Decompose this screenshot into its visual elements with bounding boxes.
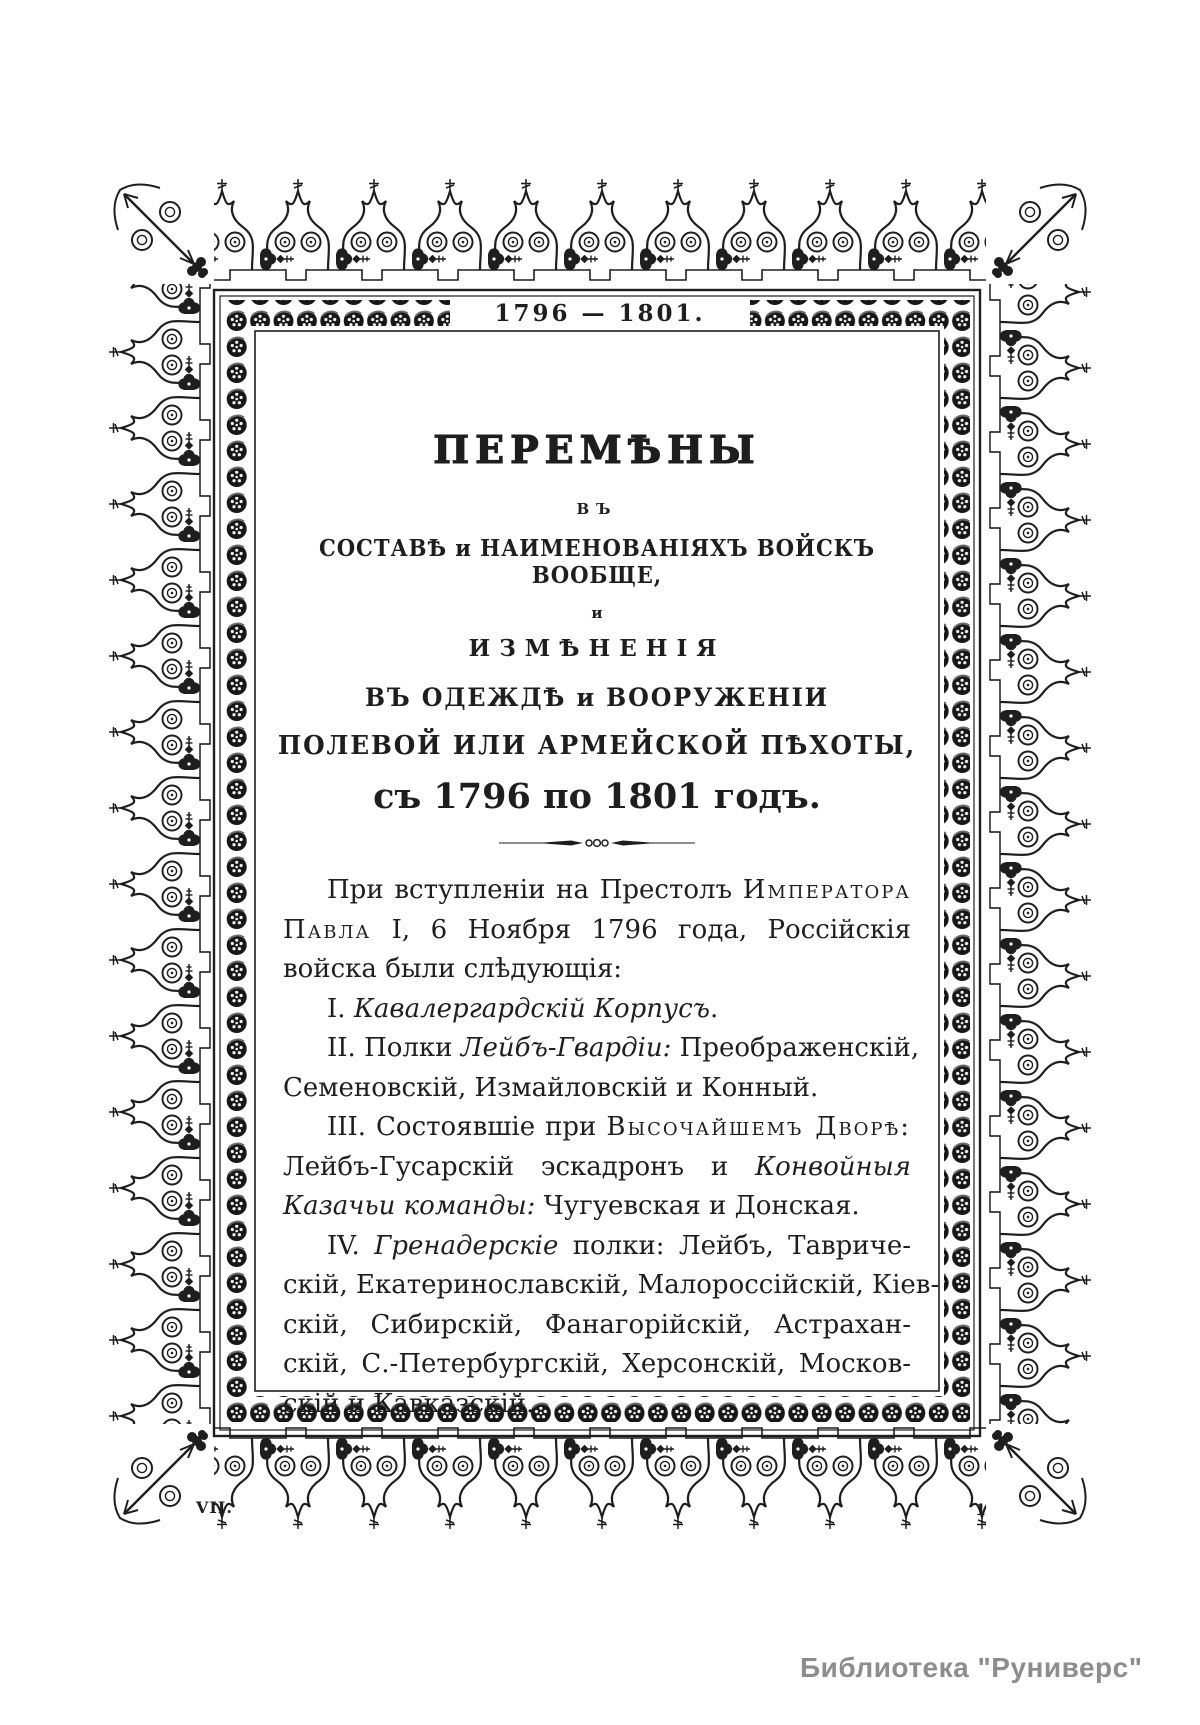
library-watermark: Библиотека "Руниверс" — [800, 1652, 1143, 1683]
text-run: полки: Лейбъ, Тавриче- — [558, 1230, 911, 1261]
body-line — [283, 950, 911, 990]
body-line — [283, 1148, 911, 1188]
border-band-top — [108, 178, 1092, 284]
body-line — [283, 1306, 911, 1346]
text-run: IV. — [327, 1230, 375, 1261]
body-line — [283, 1385, 911, 1425]
text-run-smallcaps: Павла — [283, 914, 372, 945]
text-run: Чугуевская и Донская. — [535, 1191, 860, 1221]
years-label: 1796 — 1801. — [494, 299, 706, 327]
text-run: скій, Сибирскій, Фанагорійскій, Астрахан- — [283, 1309, 911, 1340]
body-text — [283, 871, 940, 1424]
body-line — [283, 1345, 911, 1385]
body-line — [283, 1266, 940, 1306]
text-run: При вступленіи на Престолъ — [327, 875, 743, 905]
heading-line-2: ИЗМѢНЕНІЯ — [468, 635, 726, 662]
signature-mark: VII. — [196, 1498, 233, 1517]
body-line — [283, 1069, 911, 1109]
heading-line-3: ВЪ ОДЕЖДѢ и ВООРУЖЕНІИ — [365, 683, 829, 712]
text-run-smallcaps: Высочайшемъ Дворѣ: — [606, 1112, 912, 1142]
body-line — [283, 990, 911, 1030]
text-run-italic: Гренадерскіе — [374, 1230, 559, 1261]
text-run-italic: Лейбъ-Гвардіи: — [460, 1033, 672, 1063]
body-line — [283, 871, 911, 911]
body-line — [283, 1227, 911, 1267]
text-run: скій, Екатеринославскій, Малороссійскій, Кіев- — [283, 1270, 940, 1300]
heading-line-5: съ 1796 по 1801 годъ. — [373, 776, 821, 817]
heading-conjunction: и — [591, 604, 603, 622]
text-run: войска были слѣдующія: — [283, 954, 623, 984]
text-run-italic: Казачьи команды: — [283, 1191, 536, 1221]
years-band — [450, 297, 750, 329]
body-line — [283, 1029, 920, 1069]
text-run: Преображенскій, — [671, 1033, 920, 1063]
text-run: III. Состоявшіе при — [327, 1112, 607, 1142]
text-run: I. — [327, 993, 354, 1024]
text-run: скій, С.-Петербургскій, Херсонскій, Москов- — [283, 1349, 911, 1379]
text-run: II. Полки — [327, 1033, 461, 1063]
page-number: 1 — [975, 1500, 988, 1519]
heading-line-4: ПОЛЕВОЙ ИЛИ АРМЕЙСКОЙ ПѢХОТЫ, — [277, 731, 917, 761]
text-run: I, 6 Ноября 1796 года, Россійскія — [371, 914, 911, 945]
text-run: . — [709, 993, 719, 1024]
body-line — [283, 911, 911, 951]
text-run: Семеновскій, Измайловскій и Конный. — [283, 1072, 819, 1103]
tapered-rule-ornament — [255, 835, 939, 849]
page-title: ПЕРЕМѢНЫ — [433, 427, 761, 472]
text-run-italic: Конвойныя — [755, 1151, 911, 1182]
text-run: Лейбъ-Гусарскій эскадронъ и — [283, 1151, 756, 1182]
text-run-smallcaps: Императора — [742, 875, 911, 905]
heading-line-1: СОСТАВѢ и НАИМЕНОВАНІЯХЪ ВОЙСКЪ ВООБЩЕ, — [318, 535, 876, 589]
heading-prep: ВЪ — [576, 500, 618, 518]
text-run-italic: Кавалергардскій Корпусъ — [353, 993, 710, 1024]
body-line — [283, 1108, 911, 1148]
text-run: скій и Кавказскій. — [283, 1388, 535, 1419]
body-line — [283, 1187, 911, 1227]
title-page-content — [255, 331, 940, 1419]
